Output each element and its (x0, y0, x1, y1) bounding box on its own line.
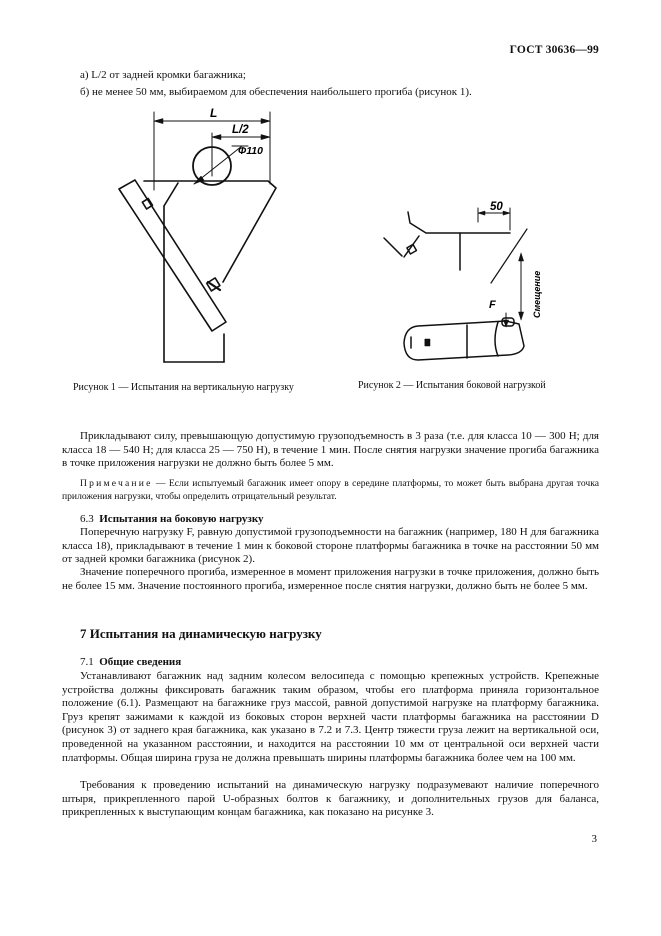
section-6-3-number: 6.3 (80, 513, 94, 525)
figure-2-label-F: F (489, 299, 496, 311)
section-6-3-paragraph-1: Поперечную нагрузку F, равную допустимой грузоподъемности на багажник (например, 180 Н для багажника класса 18), прикладывают в течение 1 мин к боковой стороне платформы багажника в точке на расстоянии 50 мм от задней кромки багажника (рисунок 2). (62, 526, 599, 566)
section-7-1-title: Общие сведения (99, 656, 182, 668)
section-6-3-heading (80, 513, 264, 525)
section-7-1-heading (80, 656, 181, 668)
note-text: — Если испытуемый багажник имеет опору в середине платформы, то может быть выбрана другая точка приложения нагрузки, чтобы определить отрицательный результат. (62, 478, 599, 502)
figure-1-drawing (108, 104, 308, 366)
note-label: Примечание (80, 478, 153, 489)
paragraph-load-requirements: Прикладывают силу, превышающую допустимую грузоподъемность в 3 раза (т.е. для класса 10 — 300 Н; для класса 18 — 540 Н; для класса 25 — 750 Н), в течение 1 мин. После снятия нагрузки значение прогиба багажника в точке приложения нагрузки не должно быть более 5 мм. (62, 430, 599, 470)
figure-1-label-diameter: Ф110 (238, 145, 263, 157)
figure-2-drawing (378, 196, 550, 368)
figure-2-caption: Рисунок 2 — Испытания боковой нагрузкой (358, 380, 546, 391)
figure-2-label-deflection: Смещение (532, 270, 542, 318)
figure-1-caption: Рисунок 1 — Испытания на вертикальную нагрузку (73, 382, 294, 393)
note-block (62, 477, 599, 503)
figure-1-label-L2: L/2 (232, 124, 249, 136)
page-number: 3 (591, 833, 597, 845)
list-item-b: б) не менее 50 мм, выбираемом для обеспечения наибольшего прогиба (рисунок 1). (80, 86, 472, 98)
figure-1-label-L: L (210, 106, 218, 120)
section-7-1-paragraph-2: Требования к проведению испытаний на динамическую нагрузку подразумевают наличие поперечного штыря, прикрепленного парой U-образных болтов к багажнику, и дополнительных грузов для баланса, прикрепленных к выступающим концам багажника, как показано на рисунке 3. (62, 779, 599, 819)
figure-2-label-50: 50 (490, 201, 503, 213)
section-7-1-paragraph-1: Устанавливают багажник над задним колесом велосипеда с помощью крепежных устройств. Крепежные устройства должны фиксировать багажник таким образом, чтобы его платформа приняла горизонтальное положение (6.1). Размещают на багажнике груз массой, равной допустимой нагрузке на платформу багажника. Груз крепят зажимами к каждой из боковых сторон верхней части платформы багажника на расстоянии D (рисунок 3) от заднего края багажника, как указано в 7.2 и 7.3. Центр тяжести груза лежит на вертикальной оси, проведенной на указанном расстоянии, и находится на расстоянии 10 мм от центральной оси верхней части платформы. Общая ширина груза не должна превышать ширины платформы багажника более чем на 100 мм. (62, 670, 599, 764)
section-6-3-title: Испытания на боковую нагрузку (99, 513, 264, 525)
section-7-heading: 7 Испытания на динамическую нагрузку (80, 626, 322, 641)
document-header: ГОСТ 30636—99 (509, 44, 599, 56)
list-item-a: а) L/2 от задней кромки багажника; (80, 69, 246, 81)
section-6-3-paragraph-2: Значение поперечного прогиба, измеренное в момент приложения нагрузки в точке приложения, должно быть не более 15 мм. Значение постоянного прогиба, измеренное после снятия нагрузки, должно быть не более 5 мм. (62, 566, 599, 592)
section-7-1-number: 7.1 (80, 656, 94, 668)
